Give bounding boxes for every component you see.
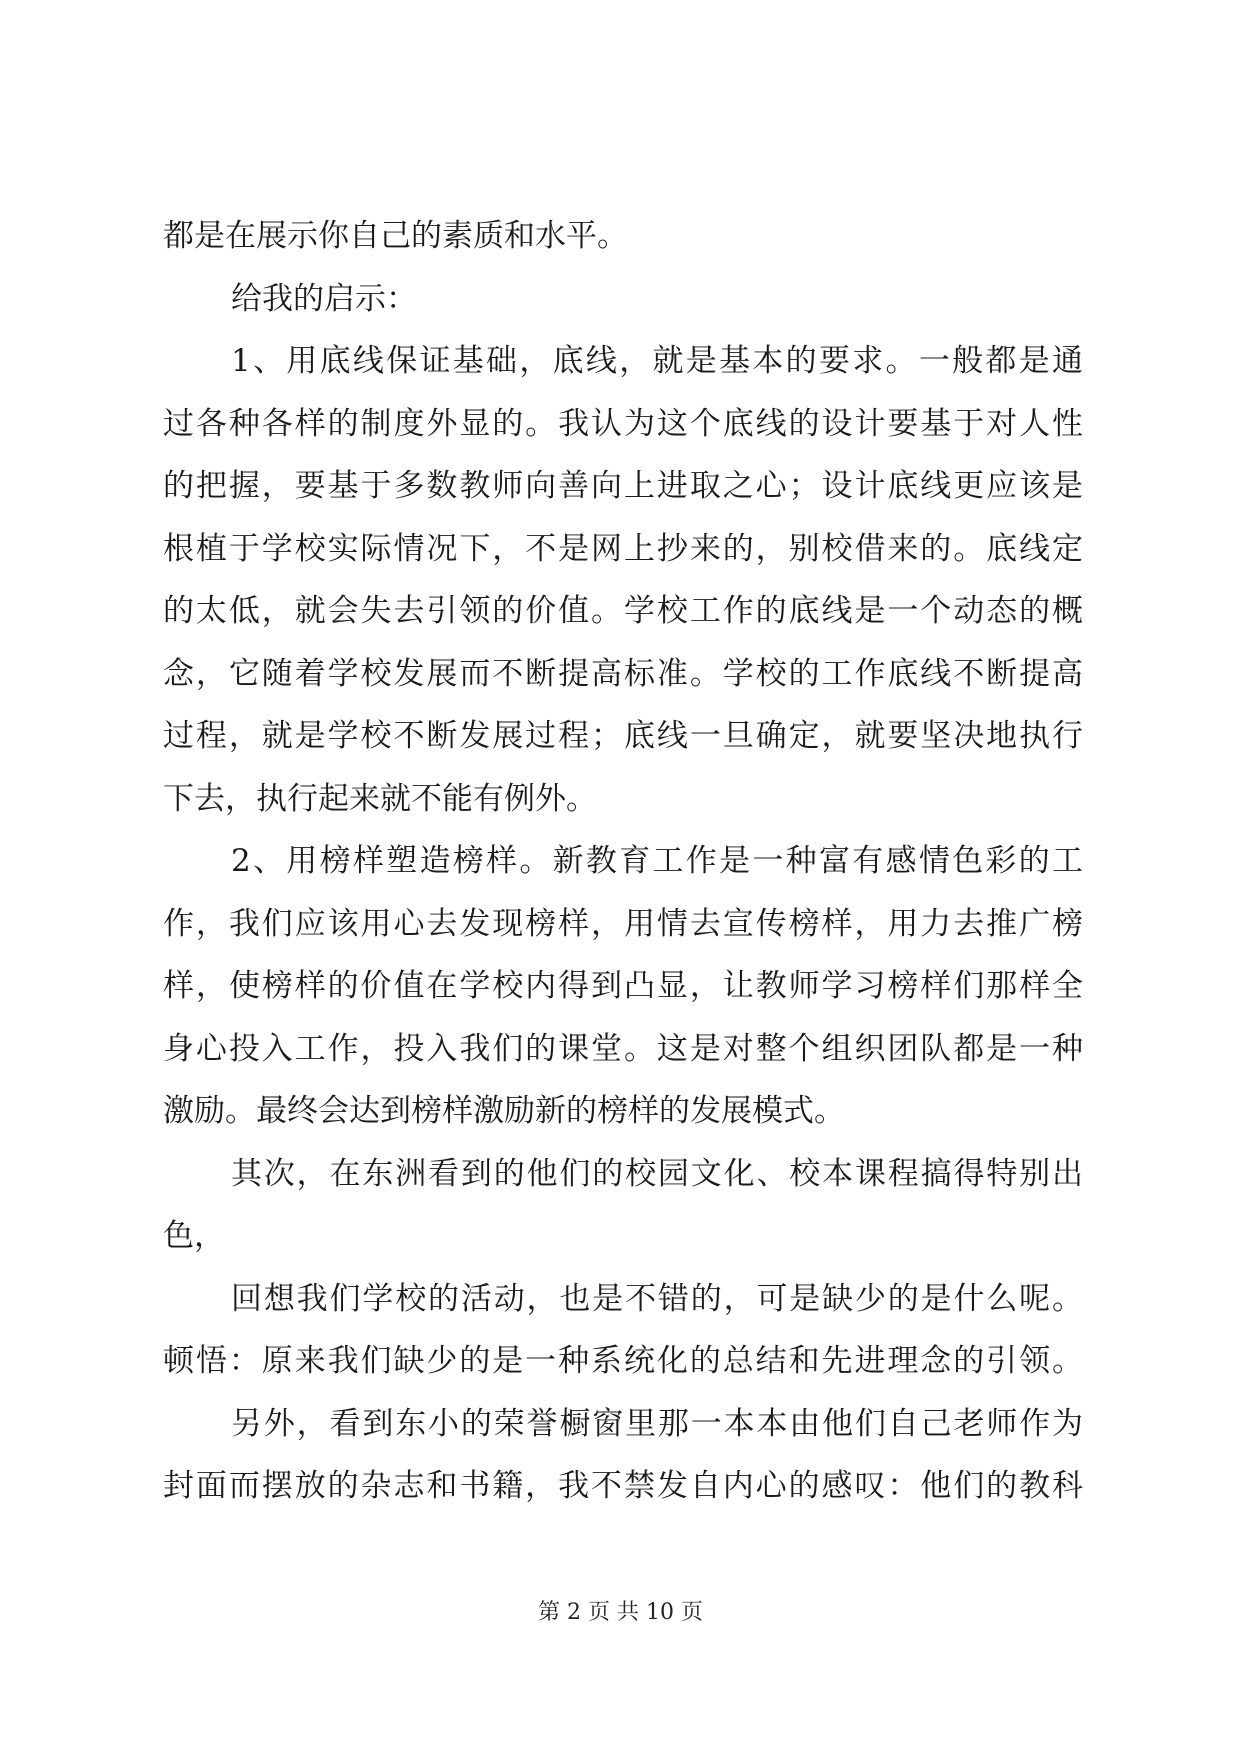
paragraph-line: 的太低，就会失去引领的价值。学校工作的底线是一个动态的概	[163, 593, 1083, 629]
paragraph-line: 根植于学校实际情况下，不是网上抄来的，别校借来的。底线定	[163, 530, 1083, 567]
paragraph-line: 另外，看到东小的荣誉橱窗里那一本本由他们自己老师作为	[231, 1405, 1083, 1442]
page-number-footer: 第 2 页 共 10 页	[538, 1600, 703, 1625]
paragraph-line: 其次，在东洲看到的他们的校园文化、校本课程搞得特别出	[231, 1155, 1083, 1192]
paragraph-line: 念，它随着学校发展而不断提高标准。学校的工作底线不断提高	[163, 655, 1083, 692]
paragraph-line: 作，我们应该用心去发现榜样，用情去宣传榜样，用力去推广榜	[163, 905, 1083, 942]
paragraph-line: 下去，执行起来就不能有例外。	[163, 780, 597, 817]
paragraph-line: 回想我们学校的活动，也是不错的，可是缺少的是什么呢。	[231, 1280, 1083, 1317]
paragraph-line: 的把握，要基于多数教师向善向上进取之心；设计底线更应该是	[163, 468, 1083, 504]
paragraph-line: 给我的启示：	[231, 280, 417, 317]
paragraph-line: 封面而摆放的杂志和书籍，我不禁发自内心的感叹：他们的教科	[163, 1468, 1083, 1504]
body-text	[163, 205, 1083, 1518]
paragraph-line: 过程，就是学校不断发展过程；底线一旦确定，就要坚决地执行	[163, 718, 1083, 754]
paragraph-line: 过各种各样的制度外显的。我认为这个底线的设计要基于对人性	[163, 405, 1083, 442]
paragraph-line: 都是在展示你自己的素质和水平。	[163, 218, 628, 254]
paragraph-line: 色，	[163, 1218, 225, 1254]
paragraph-line: 身心投入工作，投入我们的课堂。这是对整个组织团队都是一种	[163, 1030, 1083, 1067]
paragraph-line: 激励。最终会达到榜样激励新的榜样的发展模式。	[163, 1093, 845, 1129]
paragraph-line: 2、用榜样塑造榜样。新教育工作是一种富有感情色彩的工	[231, 843, 1083, 879]
paragraph-line: 1、用底线保证基础，底线，就是基本的要求。一般都是通	[231, 343, 1083, 379]
paragraph-line: 顿悟：原来我们缺少的是一种系统化的总结和先进理念的引领。	[163, 1343, 1083, 1379]
paragraph-line: 样，使榜样的价值在学校内得到凸显，让教师学习榜样们那样全	[163, 968, 1083, 1004]
